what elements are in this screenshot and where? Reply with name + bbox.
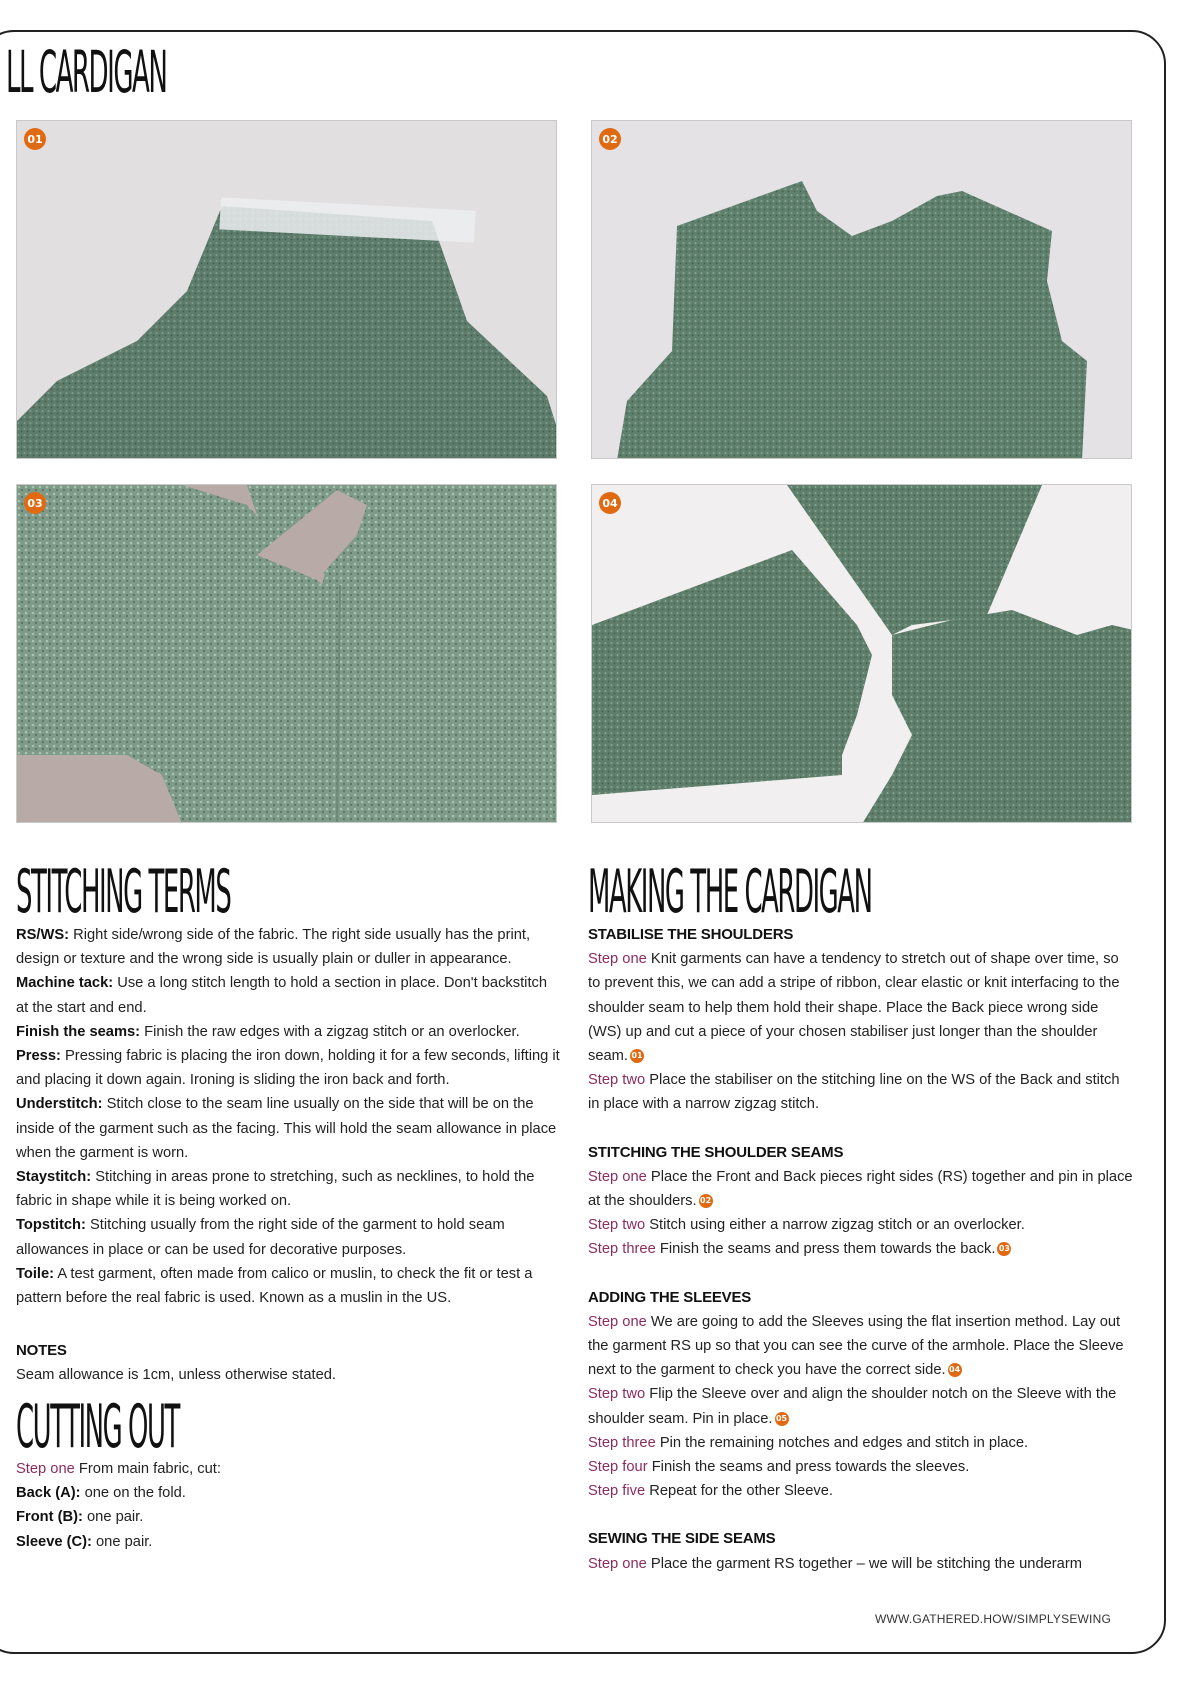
- term-label: Press:: [16, 1048, 61, 1065]
- notes-heading: NOTES: [16, 1342, 67, 1360]
- instruction-step: [588, 1431, 1133, 1455]
- section-title: SEWING THE SIDE SEAMS: [588, 1530, 776, 1548]
- piece-qty: one pair.: [86, 1509, 144, 1526]
- step-text: We are going to add the Sleeves using the flat insertion method. Lay out the garment RS up so that you can see the curve of the armhole. Place the Sleeve next to the garment to check you have the correct side.: [588, 1313, 1124, 1379]
- section-title: ADDING THE SLEEVES: [588, 1288, 752, 1306]
- page-title: LL CARDIGAN: [6, 38, 167, 106]
- step-text: Knit garments can have a tendency to stretch out of shape over time, so to prevent this, we can add a stripe of ribbon, clear elastic or knit interfacing to the shoulder seam to help them hold their shape. Place the Back piece wrong side (WS) up and cut a piece of your chosen stabiliser just longer than the shoulder seam.: [588, 951, 1120, 1065]
- instruction-step: [588, 1213, 1133, 1237]
- step-text: Finish the seams and press towards the sleeves.: [651, 1459, 970, 1476]
- instruction-step: [588, 1382, 1133, 1430]
- piece-qty: one pair.: [96, 1533, 153, 1550]
- instruction-step: [588, 1455, 1133, 1479]
- stitching-terms-list: [16, 923, 561, 1388]
- term-definition: Stitching in areas prone to stretching, such as necklines, to hold the fabric in shape while it is being worked on.: [16, 1169, 535, 1210]
- term-item: [16, 1092, 561, 1165]
- step-text: From main fabric, cut:: [78, 1461, 221, 1477]
- stitching-terms-heading: STITCHING TERMS: [16, 857, 231, 927]
- step-label: Step two: [588, 1386, 646, 1403]
- photo-number-badge: 01: [24, 128, 46, 150]
- photo-01-image: [17, 121, 557, 459]
- photo-step-04: [591, 484, 1132, 823]
- term-label: Topstitch:: [16, 1217, 86, 1234]
- piece-name: Front (B):: [16, 1509, 83, 1526]
- term-item: [16, 923, 561, 971]
- step-text: Stitch using either a narrow zigzag stitch or an overlocker.: [649, 1217, 1025, 1234]
- term-label: RS/WS:: [16, 927, 70, 943]
- step-text: Place the garment RS together – we will be stitching the underarm: [650, 1555, 1082, 1572]
- photo-step-01: [16, 120, 557, 459]
- piece-qty: one on the fold.: [84, 1485, 186, 1502]
- cutting-step: [16, 1457, 561, 1481]
- section-title: STABILISE THE SHOULDERS: [588, 926, 794, 943]
- term-definition: Stitching usually from the right side of the garment to hold seam allowances in place or can be used for decorative purposes.: [16, 1217, 505, 1258]
- cutting-piece: [16, 1481, 561, 1505]
- step-label: Step two: [588, 1217, 646, 1234]
- photo-ref-badge: 05: [775, 1412, 789, 1426]
- cutting-piece: [16, 1505, 561, 1529]
- term-definition: Use a long stitch length to hold a section in place. Don't backstitch at the start and end.: [16, 975, 548, 1016]
- photo-04-image: [592, 485, 1132, 823]
- piece-name: Back (A):: [16, 1485, 81, 1502]
- term-definition: Stitch close to the seam line usually on the side that will be on the inside of the garment such as the facing. This will hold the seam allowance in place when the garment is worn.: [16, 1096, 557, 1161]
- photo-step-03: [16, 484, 557, 823]
- instruction-step: [588, 947, 1133, 1068]
- term-definition: Pressing fabric is placing the iron down, holding it for a few seconds, lifting it and placing it down again. Ironing is sliding the iron back and forth.: [16, 1048, 560, 1089]
- step-label: Step three: [588, 1434, 656, 1451]
- instruction-step: [588, 1068, 1133, 1116]
- photo-ref-badge: 04: [948, 1363, 962, 1377]
- step-label: Step five: [588, 1483, 646, 1500]
- term-item: [16, 1165, 561, 1213]
- footer-url[interactable]: WWW.GATHERED.HOW/SIMPLYSEWING: [874, 1612, 1111, 1626]
- step-text: Flip the Sleeve over and align the shoulder notch on the Sleeve with the shoulder seam. Pin in place.: [588, 1386, 1117, 1427]
- step-label: Step four: [588, 1459, 648, 1476]
- step-text: Repeat for the other Sleeve.: [649, 1483, 833, 1500]
- cutting-out-heading: CUTTING OUT: [16, 1392, 179, 1462]
- term-label: Understitch:: [16, 1096, 103, 1113]
- photo-number-badge: 04: [599, 492, 621, 514]
- instruction-step: [588, 1479, 1133, 1503]
- piece-name: Sleeve (C):: [16, 1533, 92, 1550]
- step-label: Step one: [16, 1461, 75, 1477]
- term-label: Finish the seams:: [16, 1023, 141, 1040]
- instruction-step: [588, 1310, 1133, 1383]
- term-item: [16, 1044, 561, 1092]
- step-label: Step one: [588, 1555, 647, 1572]
- photo-ref-badge: 01: [630, 1049, 644, 1063]
- term-item: [16, 971, 561, 1019]
- step-label: Step one: [588, 1168, 647, 1185]
- section-title: STITCHING THE SHOULDER SEAMS: [588, 1143, 844, 1161]
- step-label: Step one: [588, 951, 647, 968]
- photo-03-image: [17, 485, 557, 823]
- photo-ref-badge: 02: [699, 1194, 713, 1208]
- term-definition: Right side/wrong side of the fabric. The right side usually has the print, design or texture and the wrong side is usually plain or duller in appearance.: [16, 927, 531, 968]
- term-definition: Finish the raw edges with a zigzag stitch or an overlocker.: [144, 1023, 520, 1040]
- photo-02-image: [592, 121, 1132, 459]
- step-text: Place the Front and Back pieces right sides (RS) together and pin in place at the shoulders.: [588, 1168, 1133, 1210]
- step-text: Finish the seams and press them towards the back.: [659, 1241, 996, 1258]
- term-item: [16, 1262, 561, 1310]
- cutting-out-list: [16, 1457, 561, 1554]
- photo-step-02: [591, 120, 1132, 459]
- term-label: Staystitch:: [16, 1169, 92, 1186]
- term-label: Toile:: [16, 1265, 55, 1282]
- instruction-step: [588, 1165, 1133, 1213]
- photo-ref-badge: 03: [997, 1242, 1011, 1256]
- notes-text: Seam allowance is 1cm, unless otherwise stated.: [16, 1367, 337, 1384]
- step-label: Step three: [588, 1241, 656, 1258]
- cutting-piece: [16, 1530, 561, 1554]
- term-definition: A test garment, often made from calico or muslin, to check the fit or test a pattern before the real fabric is used. Known as a muslin in the US.: [16, 1265, 533, 1307]
- making-instructions: [588, 923, 1133, 1576]
- step-label: Step two: [588, 1072, 646, 1089]
- term-item: [16, 1213, 561, 1261]
- photo-number-badge: 02: [599, 128, 621, 150]
- step-text: Place the stabiliser on the stitching line on the WS of the Back and stitch in place with a narrow zigzag stitch.: [588, 1072, 1120, 1113]
- term-item: [16, 1020, 561, 1044]
- making-heading: MAKING THE CARDIGAN: [588, 857, 872, 927]
- step-label: Step one: [588, 1313, 647, 1330]
- instruction-step: [588, 1552, 1133, 1576]
- term-label: Machine tack:: [16, 975, 114, 992]
- step-text: Pin the remaining notches and edges and stitch in place.: [659, 1434, 1029, 1451]
- instruction-step: [588, 1237, 1133, 1261]
- photo-number-badge: 03: [24, 492, 46, 514]
